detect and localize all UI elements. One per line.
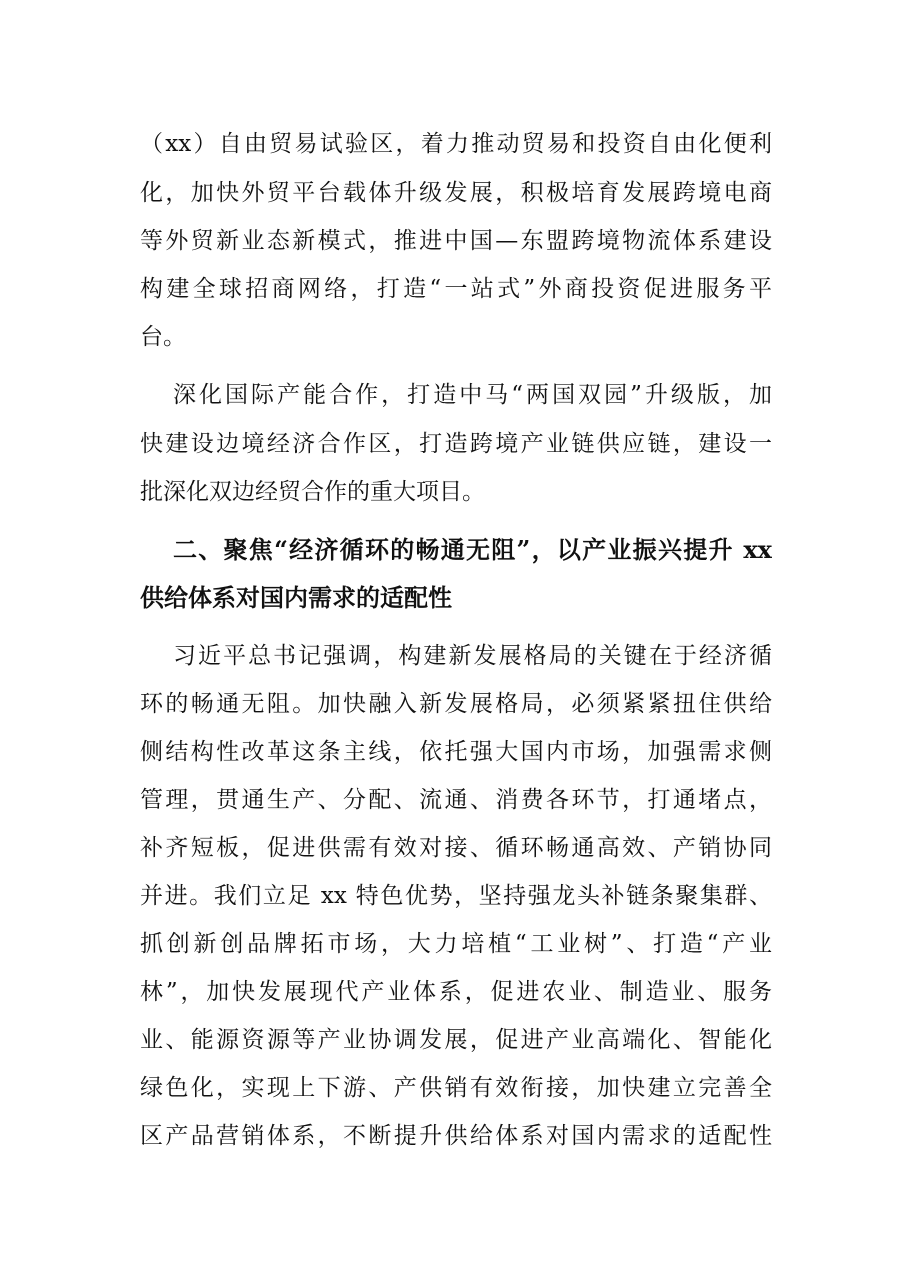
text-line: （xx）自由贸易试验区，着力推动贸易和投资自由化便利 — [140, 131, 772, 157]
text-line: 快建设边境经济合作区，打造跨境产业链供应链，建设一 — [140, 431, 772, 457]
text-line: 并进。我们立足 xx 特色优势，坚持强龙头补链条聚集群、 — [140, 883, 772, 909]
heading-line: 二、聚焦“经济循环的畅通无阻”，以产业振兴提升 xx — [173, 535, 772, 564]
text-line: 批深化双边经贸合作的重大项目。 — [140, 479, 485, 505]
text-line: 林”，加快发展现代产业体系，促进农业、制造业、服务 — [140, 979, 772, 1005]
text-line: 台。 — [140, 324, 186, 350]
text-line: 绿色化，实现上下游、产供销有效衔接，加快建立完善全 — [140, 1075, 772, 1101]
text-line: 侧结构性改革这条主线，依托强大国内市场，加强需求侧 — [140, 739, 772, 765]
text-line: 构建全球招商网络，打造“一站式”外商投资促进服务平 — [140, 276, 772, 302]
text-line: 化，加快外贸平台载体升级发展，积极培育发展跨境电商 — [140, 180, 772, 206]
text-line: 业、能源资源等产业协调发展，促进产业高端化、智能化 — [140, 1027, 772, 1053]
text-line: 环的畅通无阻。加快融入新发展格局，必须紧紧扭住供给 — [140, 691, 772, 717]
text-line: 抓创新创品牌拓市场，大力培植“工业树”、打造“产业 — [140, 931, 772, 957]
text-line: 补齐短板，促进供需有效对接、循环畅通高效、产销协同 — [140, 835, 772, 861]
text-line: 习近平总书记强调，构建新发展格局的关键在于经济循 — [173, 643, 772, 669]
text-line: 深化国际产能合作，打造中马“两国双园”升级版，加 — [173, 382, 772, 408]
text-line: 等外贸新业态新模式，推进中国—东盟跨境物流体系建设 — [140, 228, 772, 254]
text-line: 管理，贯通生产、分配、流通、消费各环节，打通堵点， — [140, 787, 772, 813]
heading-line: 供给体系对国内需求的适配性 — [140, 583, 452, 612]
text-line: 区产品营销体系，不断提升供给体系对国内需求的适配性 — [140, 1123, 772, 1149]
